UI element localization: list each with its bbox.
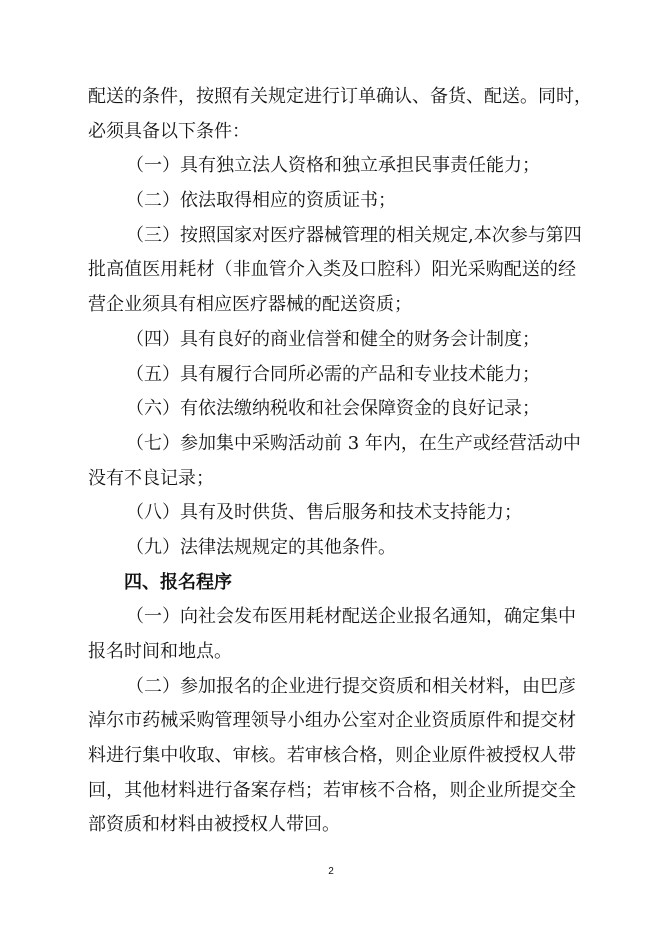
- list-item: （四）具有良好的商业信誉和健全的财务会计制度；: [126, 328, 540, 350]
- list-item: （八）具有及时供货、售后服务和技术支持能力；: [126, 502, 522, 524]
- text-line: 没有不良记录；: [88, 467, 214, 489]
- text-line: 淖尔市药械采购管理领导小组办公室对企业资质原件和提交材: [88, 710, 576, 732]
- text-line: 回，其他材料进行备案存档；若审核不合格，则企业所提交全: [88, 779, 576, 801]
- text-line: 配送的条件，按照有关规定进行订单确认、备货、配送。同时，: [88, 86, 592, 107]
- list-item: （一）具有独立法人资格和独立承担民事责任能力；: [126, 155, 540, 177]
- list-item: （二）参加报名的企业进行提交资质和相关材料，由巴彦: [126, 675, 576, 697]
- list-item: （二）依法取得相应的资质证书；: [126, 190, 396, 212]
- text-line: 报名时间和地点。: [88, 641, 232, 662]
- text-line: 部资质和材料由被授权人带回。: [88, 814, 340, 836]
- list-item: （一）向社会发布医用耗材配送企业报名通知，确定集中: [126, 606, 576, 628]
- text-line: 料进行集中收取、审核。若审核合格，则企业原件被授权人带: [88, 745, 576, 767]
- list-item: （五）具有履行合同所必需的产品和专业技术能力；: [126, 363, 540, 385]
- list-item: （三）按照国家对医疗器械管理的相关规定,本次参与第四: [126, 224, 582, 246]
- text-line: 营企业须具有相应医疗器械的配送资质；: [88, 294, 412, 316]
- text-line: 批高值医用耗材（非血管介入类及口腔科）阳光采购配送的经: [88, 259, 576, 281]
- text-line: 必须具备以下条件：: [88, 120, 250, 142]
- section-heading: 四、报名程序: [124, 571, 232, 593]
- list-item: （九）法律法规规定的其他条件。: [126, 536, 396, 558]
- page-number: 2: [328, 866, 334, 877]
- list-item: （七）参加集中采购活动前 3 年内，在生产或经营活动中: [126, 432, 581, 454]
- body-text: [88, 80, 592, 843]
- list-item: （六）有依法缴纳税收和社会保障资金的良好记录；: [126, 398, 540, 420]
